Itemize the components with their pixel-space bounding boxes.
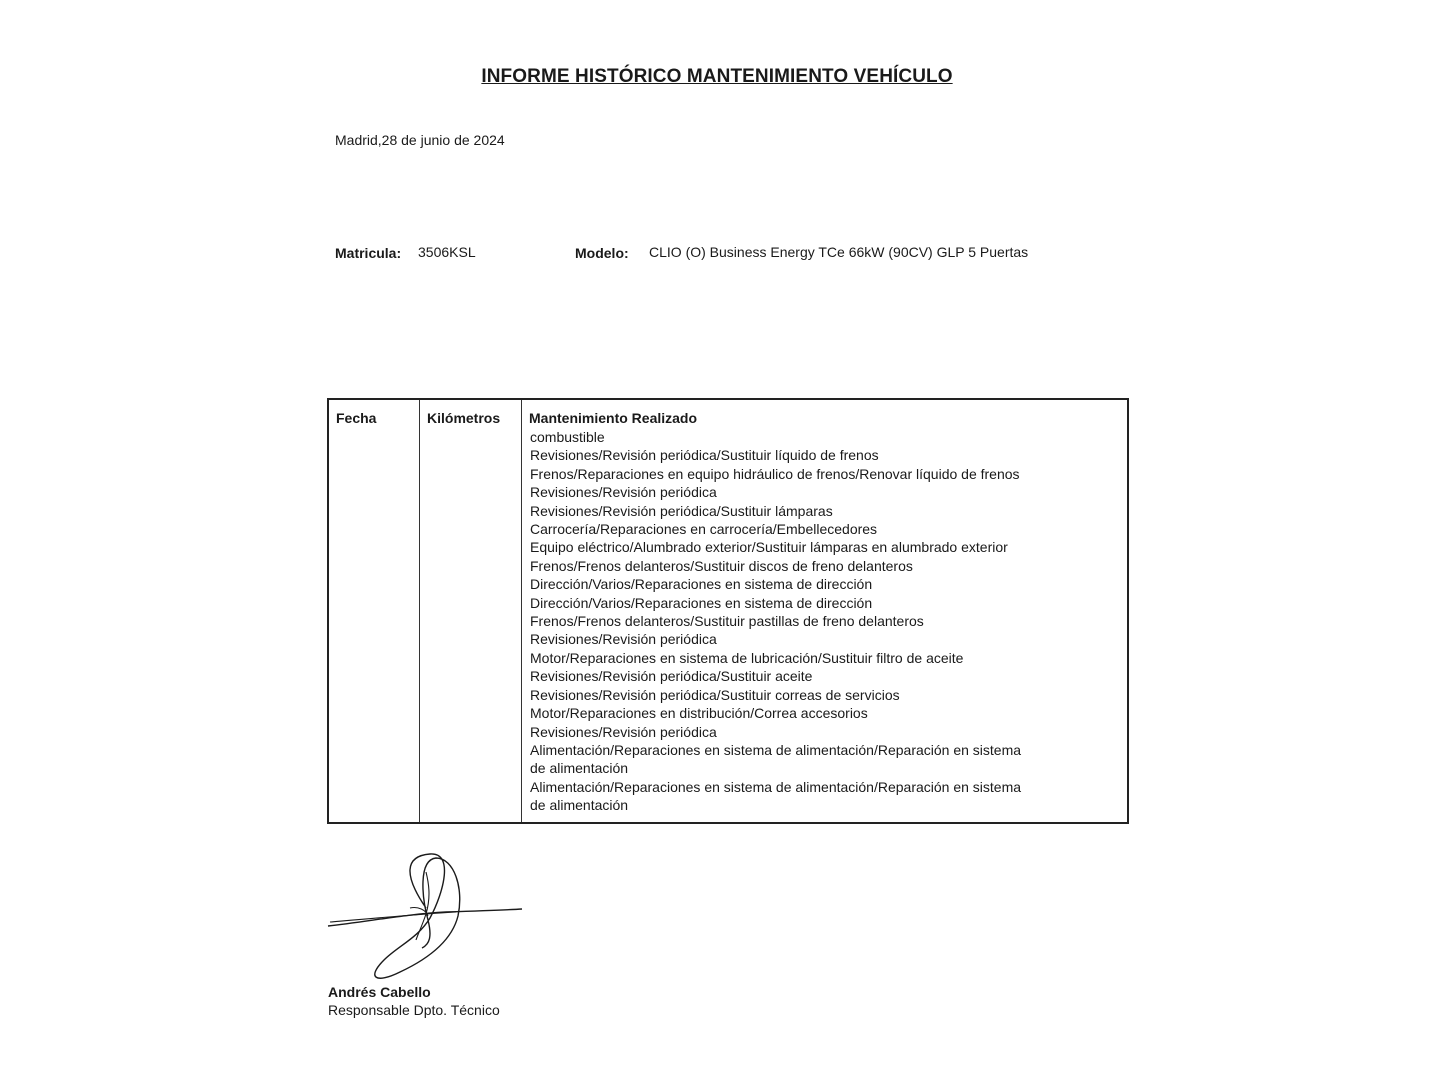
header-date: Fecha [336,410,377,426]
model-label: Modelo: [575,245,629,261]
report-title: INFORME HISTÓRICO MANTENIMIENTO VEHÍCULO [481,66,953,87]
model-value: CLIO (O) Business Energy TCe 66kW (90CV) GLP 5 Puertas [649,244,1029,260]
maintenance-entry: Dirección/Varios/Reparaciones en sistema de dirección [530,576,873,593]
maintenance-entry: Revisiones/Revisión periódica [530,631,717,648]
maintenance-entry: Frenos/Frenos delanteros/Sustituir pastillas de freno delanteros [530,613,924,630]
maintenance-entry: Motor/Reparaciones en sistema de lubricación/Sustituir filtro de aceite [530,649,964,666]
column-divider [419,400,420,822]
maintenance-entry: Revisiones/Revisión periódica/Sustituir correas de servicios [530,686,900,703]
column-divider [521,400,522,822]
maintenance-entry: Frenos/Frenos delanteros/Sustituir discos de freno delanteros [530,557,913,574]
header-km: Kilómetros [427,410,501,426]
maintenance-entry: Frenos/Reparaciones en equipo hidráulico de frenos/Renovar líquido de frenos [530,465,1020,482]
signatory-name: Andrés Cabello [328,984,431,1000]
plate-label: Matricula: [335,245,402,261]
maintenance-entry: de alimentación [530,760,629,777]
maintenance-entry: Alimentación/Reparaciones en sistema de alimentación/Reparación en sistema [530,741,1022,758]
maintenance-entry: Revisiones/Revisión periódica/Sustituir líquido de frenos [530,447,879,464]
maintenance-entry: Motor/Reparaciones en distribución/Correa accesorios [530,705,868,722]
plate-value: 3506KSL [418,244,476,260]
maintenance-entry: combustible [530,429,605,445]
maintenance-entry: Equipo eléctrico/Alumbrado exterior/Sustituir lámparas en alumbrado exterior [530,539,1008,556]
maintenance-entry: Dirección/Varios/Reparaciones en sistema de dirección [530,594,873,611]
maintenance-table [327,398,1129,824]
maintenance-list [530,428,1090,815]
maintenance-entry: Revisiones/Revisión periódica [530,723,717,740]
header-maintenance: Mantenimiento Realizado [529,410,698,426]
maintenance-entry: Carrocería/Reparaciones en carrocería/Embellecedores [530,521,878,538]
maintenance-entry: Alimentación/Reparaciones en sistema de alimentación/Reparación en sistema [530,778,1022,795]
signatory-role: Responsable Dpto. Técnico [328,1002,500,1018]
place-date: Madrid,28 de junio de 2024 [335,132,505,148]
signature [326,848,526,980]
maintenance-entry: de alimentación [530,797,629,814]
maintenance-entry: Revisiones/Revisión periódica/Sustituir lámparas [530,502,833,519]
maintenance-entry: Revisiones/Revisión periódica [530,484,717,501]
maintenance-entry: Revisiones/Revisión periódica/Sustituir aceite [530,668,813,685]
